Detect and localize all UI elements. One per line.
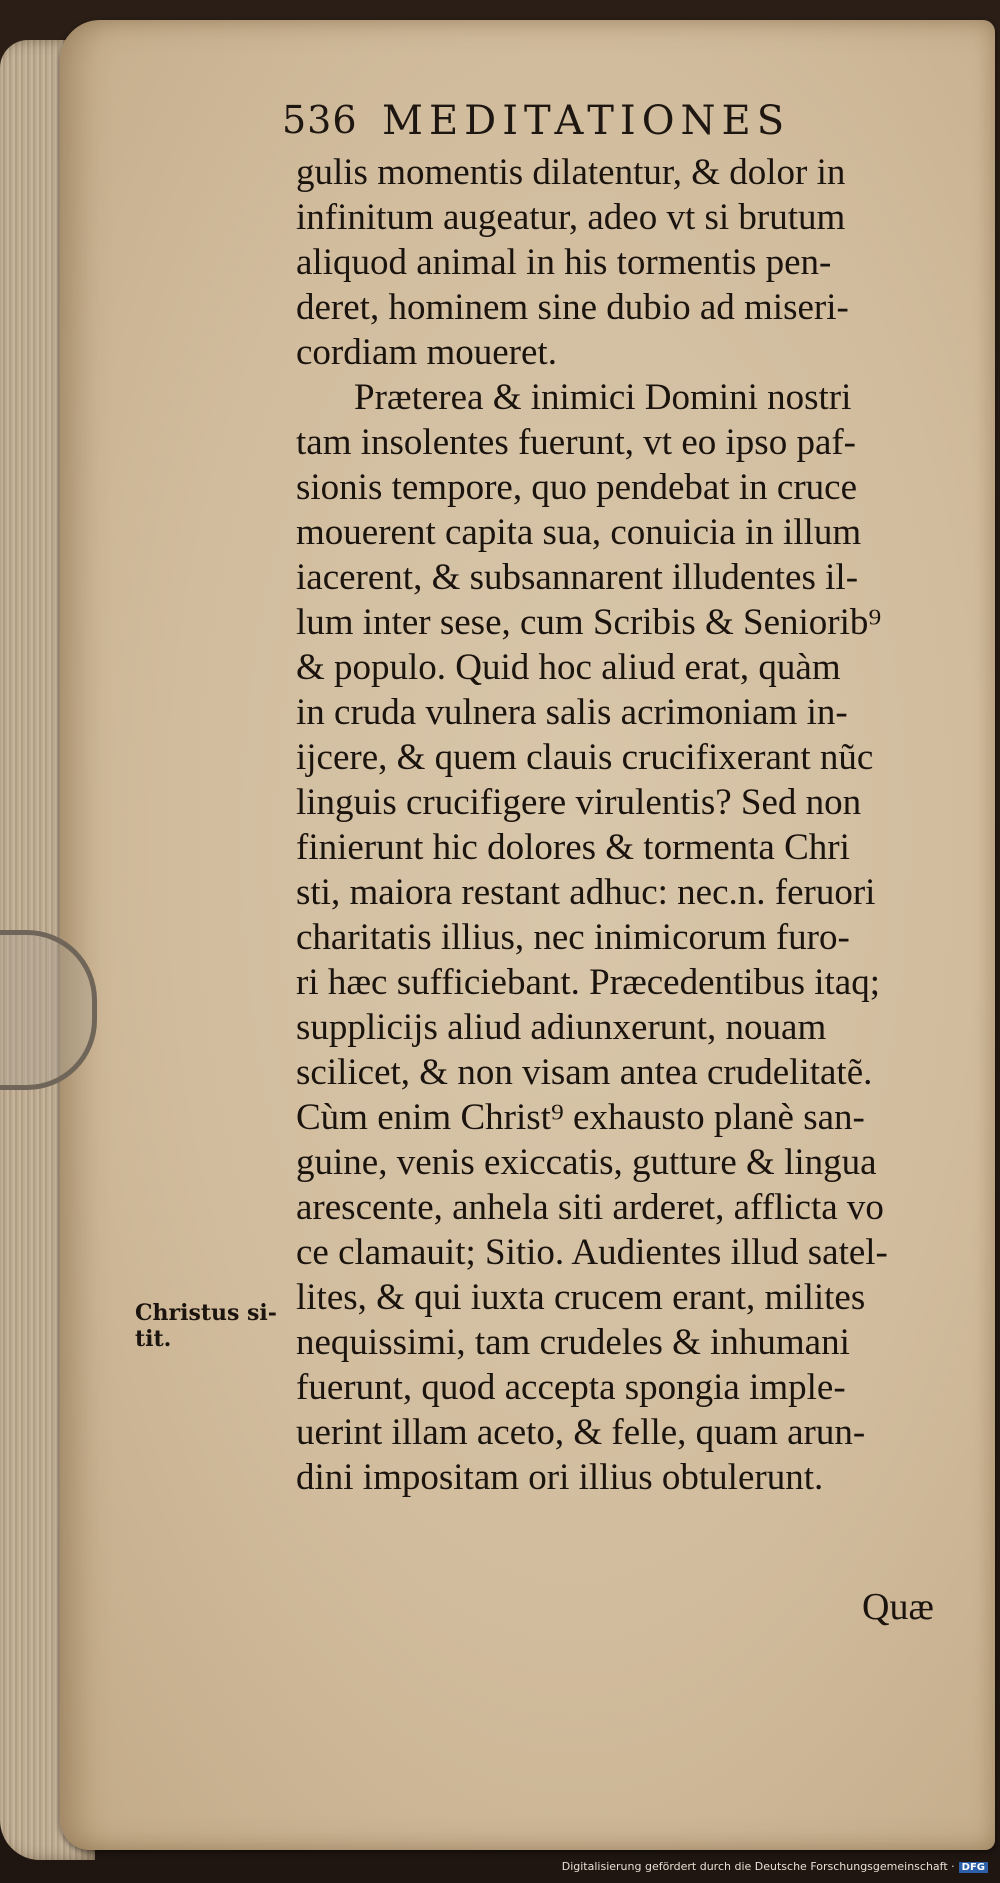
catchword: Quæ bbox=[862, 1586, 934, 1628]
text-line: finierunt hic dolores & tormenta Chri bbox=[296, 827, 850, 868]
text-line: nequissimi, tam crudeles & inhumani bbox=[296, 1322, 850, 1363]
text-line: & populo. Quid hoc aliud erat, quàm bbox=[296, 647, 841, 688]
text-line: ce clamauit; Sitio. Audientes illud satel- bbox=[296, 1232, 888, 1273]
text-line: tam insolentes fuerunt, vt eo ipso paf- bbox=[296, 422, 857, 463]
text-line: ri hæc sufficiebant. Præcedentibus itaq; bbox=[296, 962, 880, 1003]
credit-text: Digitalisierung gefördert durch die Deutsche Forschungsgemeinschaft · bbox=[561, 1860, 955, 1873]
text-line: charitatis illius, nec inimicorum furo- bbox=[296, 917, 850, 958]
text-line: ijcere, & quem clauis crucifixerant nũc bbox=[296, 737, 874, 778]
text-line: aliquod animal in his tormentis pen- bbox=[296, 242, 832, 283]
text-line: uerint illam aceto, & felle, quam arun- bbox=[296, 1412, 866, 1453]
text-line: infinitum augeatur, adeo vt si brutum bbox=[296, 197, 846, 238]
text-line: fuerunt, quod accepta spongia imple- bbox=[296, 1367, 846, 1408]
text-line: iacerent, & subsannarent illudentes il- bbox=[296, 557, 859, 598]
text-line: Præterea & inimici Domini nostri bbox=[354, 377, 852, 418]
text-line: sti, maiora restant adhuc: nec.n. feruori bbox=[296, 872, 876, 913]
text-line: lites, & qui iuxta crucem erant, milites bbox=[296, 1277, 866, 1318]
text-line: in cruda vulnera salis acrimoniam in- bbox=[296, 692, 848, 733]
digitization-credit bbox=[562, 1860, 988, 1873]
running-head: MEDITATIONES bbox=[382, 98, 791, 144]
text-line: dini impositam ori illius obtulerunt. bbox=[296, 1457, 824, 1498]
text-line: linguis crucifigere virulentis? Sed non bbox=[296, 782, 862, 823]
page-number: 536 bbox=[282, 98, 358, 142]
margin-note-line: Christus si- bbox=[135, 1300, 277, 1326]
text-line: supplicijs aliud adiunxerunt, nouam bbox=[296, 1007, 827, 1048]
body-text bbox=[296, 150, 956, 1500]
text-line: guine, venis exiccatis, gutture & lingua bbox=[296, 1142, 877, 1183]
margin-note bbox=[135, 1300, 285, 1352]
text-line: gulis momentis dilatentur, & dolor in bbox=[296, 152, 846, 193]
text-line: Cùm enim Christ⁹ exhausto planè san- bbox=[296, 1097, 865, 1138]
text-line: cordiam moueret. bbox=[296, 332, 557, 373]
text-line: arescente, anhela siti arderet, afflicta vo bbox=[296, 1187, 884, 1228]
margin-note-line: tit. bbox=[135, 1326, 172, 1352]
text-line: scilicet, & non visam antea crudelitatẽ. bbox=[296, 1052, 873, 1093]
text-line: mouerent capita sua, conuicia in illum bbox=[296, 512, 862, 553]
dfg-logo: DFG bbox=[959, 1862, 988, 1873]
text-line: sionis tempore, quo pendebat in cruce bbox=[296, 467, 857, 508]
text-line: deret, hominem sine dubio ad miseri- bbox=[296, 287, 849, 328]
text-line: lum inter sese, cum Scribis & Seniorib⁹ bbox=[296, 602, 882, 643]
